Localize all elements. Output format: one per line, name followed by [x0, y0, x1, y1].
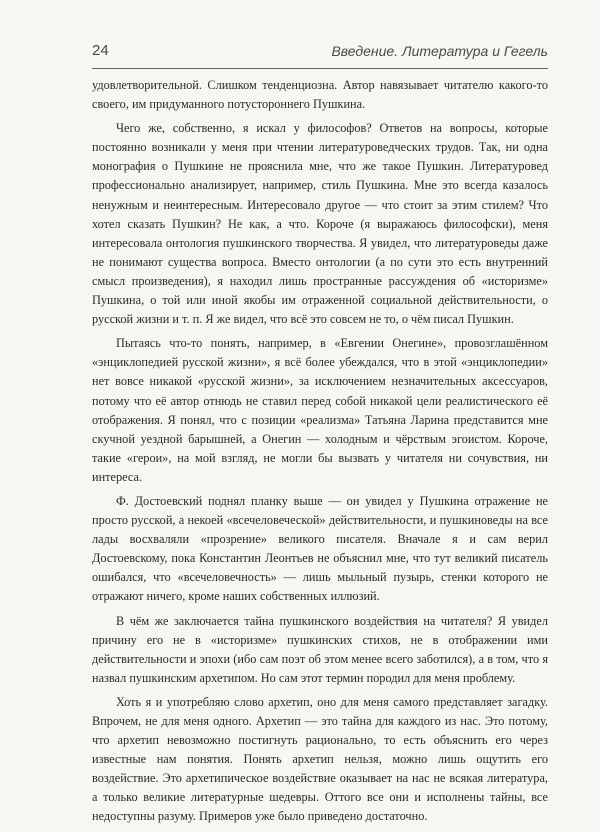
running-title: Введение. Литература и Гегель	[331, 43, 548, 59]
paragraph: В чём же заключается тайна пушкинского воздействия на читателя? Я увидел причину его не в «историзме» пушкинских стихов, не в отображении ими действительности и эпохи (ибо сам поэт об этом менее всего заботился), а в том, что я назвал пушкинским архетипом. Но сам этот термин породил для меня проблему.	[92, 613, 548, 685]
paragraph: Пытаясь что-то понять, например, в «Евгении Онегине», провозглашённом «энциклопедией русской жизни», я всё более убеждался, что в этой «энциклопедии» нет вовсе никакой «русской жизни», за исключением незначительных аксессуаров, потому что её автор отнюдь не ставил перед собой никакой цели реалистического её отображения. Я понял, что с позиции «реализма» Татьяна Ларина представится мне скучной уездной барышней, а Онегин — холодным и чёрствым эгоистом. Короче, такие «герои», на мой взгляд, не могли бы вызвать у читателя ни сочувствия, ни интереса.	[92, 336, 548, 484]
body-text	[92, 76, 548, 832]
page-header	[92, 40, 548, 69]
paragraph: Ф. Достоевский поднял планку выше — он увидел у Пушкина отражение не просто русской, а некоей «всечеловеческой» действительности, и пушкиноведы на все лады восхваляли «прозрение» великого писателя. Вначале я и сам верил Достоевскому, пока Константин Леонтьев не объяснил мне, что тут великий писатель ошибался, что «всечеловечность» — лишь мыльный пузырь, стенки которого не отражают ничего, кроме наших собственных иллюзий.	[92, 493, 548, 604]
page-number: 24	[92, 42, 109, 59]
paragraph: Чего же, собственно, я искал у философов? Ответов на вопросы, которые постоянно возникали у меня при чтении литературоведческих трудов. Так, ни одна монография о Пушкине не прояснила мне, что же такое Пушкин. Литературовед профессионально анализирует, например, стиль Пушкина. Мне это всегда казалось ненужным и неинтересным. Интересовало другое — что стоит за этим стилем? Что хотел сказать Пушкин? Не как, а что. Короче (я выражаюсь философски), меня интересовала онтология пушкинского творчества. Я увидел, что литературоведы даже не понимают существа вопроса. Вместо онтологии (а по сути это есть внутренний смысл произведения), я находил лишь пространные рассуждения об «историзме» Пушкина, о той или иной якобы им отраженной социальной действительности, о русской жизни и т. п. Я же видел, что всё это совсем не то, о чём писал Пушкин.	[92, 121, 548, 327]
paragraph: удовлетворительной. Слишком тенденциозна. Автор навязывает читателю какого-то своего, им придуманного потустороннего Пушкина.	[92, 78, 548, 112]
paragraph: Хоть я и употребляю слово архетип, оно для меня самого представляет загадку. Впрочем, не для меня одного. Архетип — это тайна для каждого из нас. Это потому, что архетип невозможно постигнуть рационально, то есть объяснить его через известные нам понятия. Понять архетип нельзя, можно лишь ощутить его воздействие. Это архетипическое воздействие оказывает на нас не всякая литература, а только великие литературные шедевры. Оттого все они и исполнены тайны, все недоступны разуму. Примеров уже было приведено достаточно.	[92, 694, 548, 824]
